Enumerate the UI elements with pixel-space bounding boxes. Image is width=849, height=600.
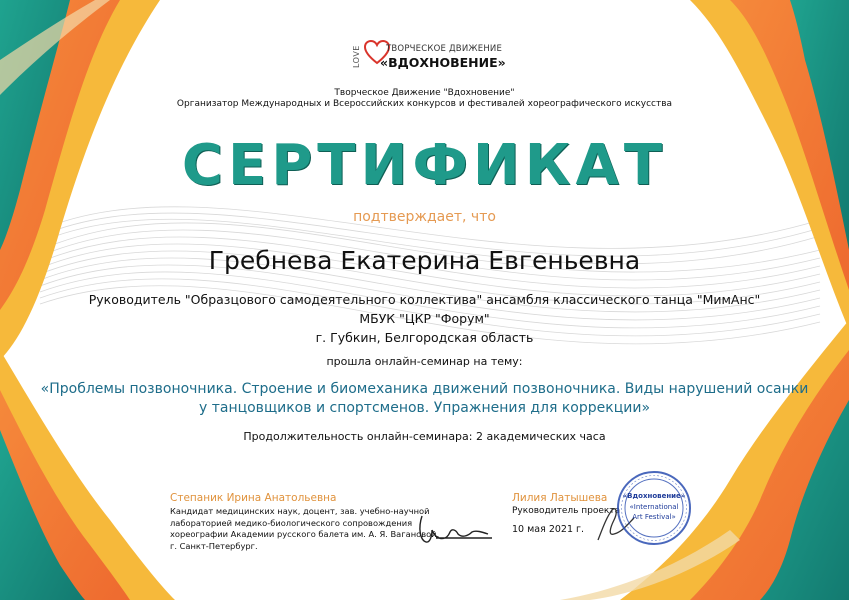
signatory1-description [170, 506, 439, 552]
organizer-name: Творческое Движение "Вдохновение" [334, 88, 515, 98]
signatory1-name: Степаник Ирина Анатольевна [170, 492, 337, 504]
stamp-line-1: «Вдохновение» [622, 492, 686, 500]
signatory2-role: Руководитель проекта [512, 506, 621, 516]
stamp-line-3: Art Festival» [632, 513, 676, 521]
seminar-intro: прошла онлайн-семинар на тему: [326, 355, 523, 368]
confirms-text: подтверждает, что [353, 209, 496, 225]
position-line-1: Руководитель "Образцового самодеятельного коллектива" ансамбля классического танца "МимАнс" [88, 292, 761, 307]
logo-line1: ТВОРЧЕСКОЕ ДВИЖЕНИЕ [386, 44, 503, 54]
signatory1-desc-line: Кандидат медицинских наук, доцент, зав. учебно-научной [170, 506, 430, 516]
recipient-name: Гребнева Екатерина Евгеньевна [208, 246, 641, 275]
seminar-duration: Продолжительность онлайн-семинара: 2 академических часа [243, 430, 606, 443]
position-line-2: МБУК "ЦКР "Форум" [359, 311, 490, 326]
stamp-line-2: «International [629, 503, 679, 511]
position-line-3: г. Губкин, Белгородская область [315, 330, 534, 345]
signature-1 [416, 510, 494, 548]
certificate-title: СЕРТИФИКАТ [181, 133, 668, 198]
organizer-description: Организатор Международных и Всероссийских конкурсов и фестивалей хореографического искусства [176, 99, 673, 109]
logo-love-text: LOVE [352, 45, 361, 68]
signatory1-desc-line: хореографии Академии русского балета им. А. Я. Вагановой, [170, 529, 440, 539]
organization-logo [352, 38, 512, 74]
seminar-topic-line-1: «Проблемы позвоночника. Строение и биомеханика движений позвоночника. Виды нарушений осанки [40, 381, 809, 397]
signatory1-desc-line: г. Санкт-Петербург. [170, 540, 258, 551]
signatory2-name: Лилия Латышева [512, 492, 608, 504]
official-stamp [616, 470, 692, 546]
logo-line2: «ВДОХНОВЕНИЕ» [380, 55, 506, 70]
certificate-date: 10 мая 2021 г. [512, 524, 585, 535]
signatory1-desc-line: лабораторией медико-биологического сопровождения [170, 517, 413, 528]
seminar-topic-line-2: у танцовщиков и спортсменов. Упражнения для коррекции» [198, 400, 651, 416]
